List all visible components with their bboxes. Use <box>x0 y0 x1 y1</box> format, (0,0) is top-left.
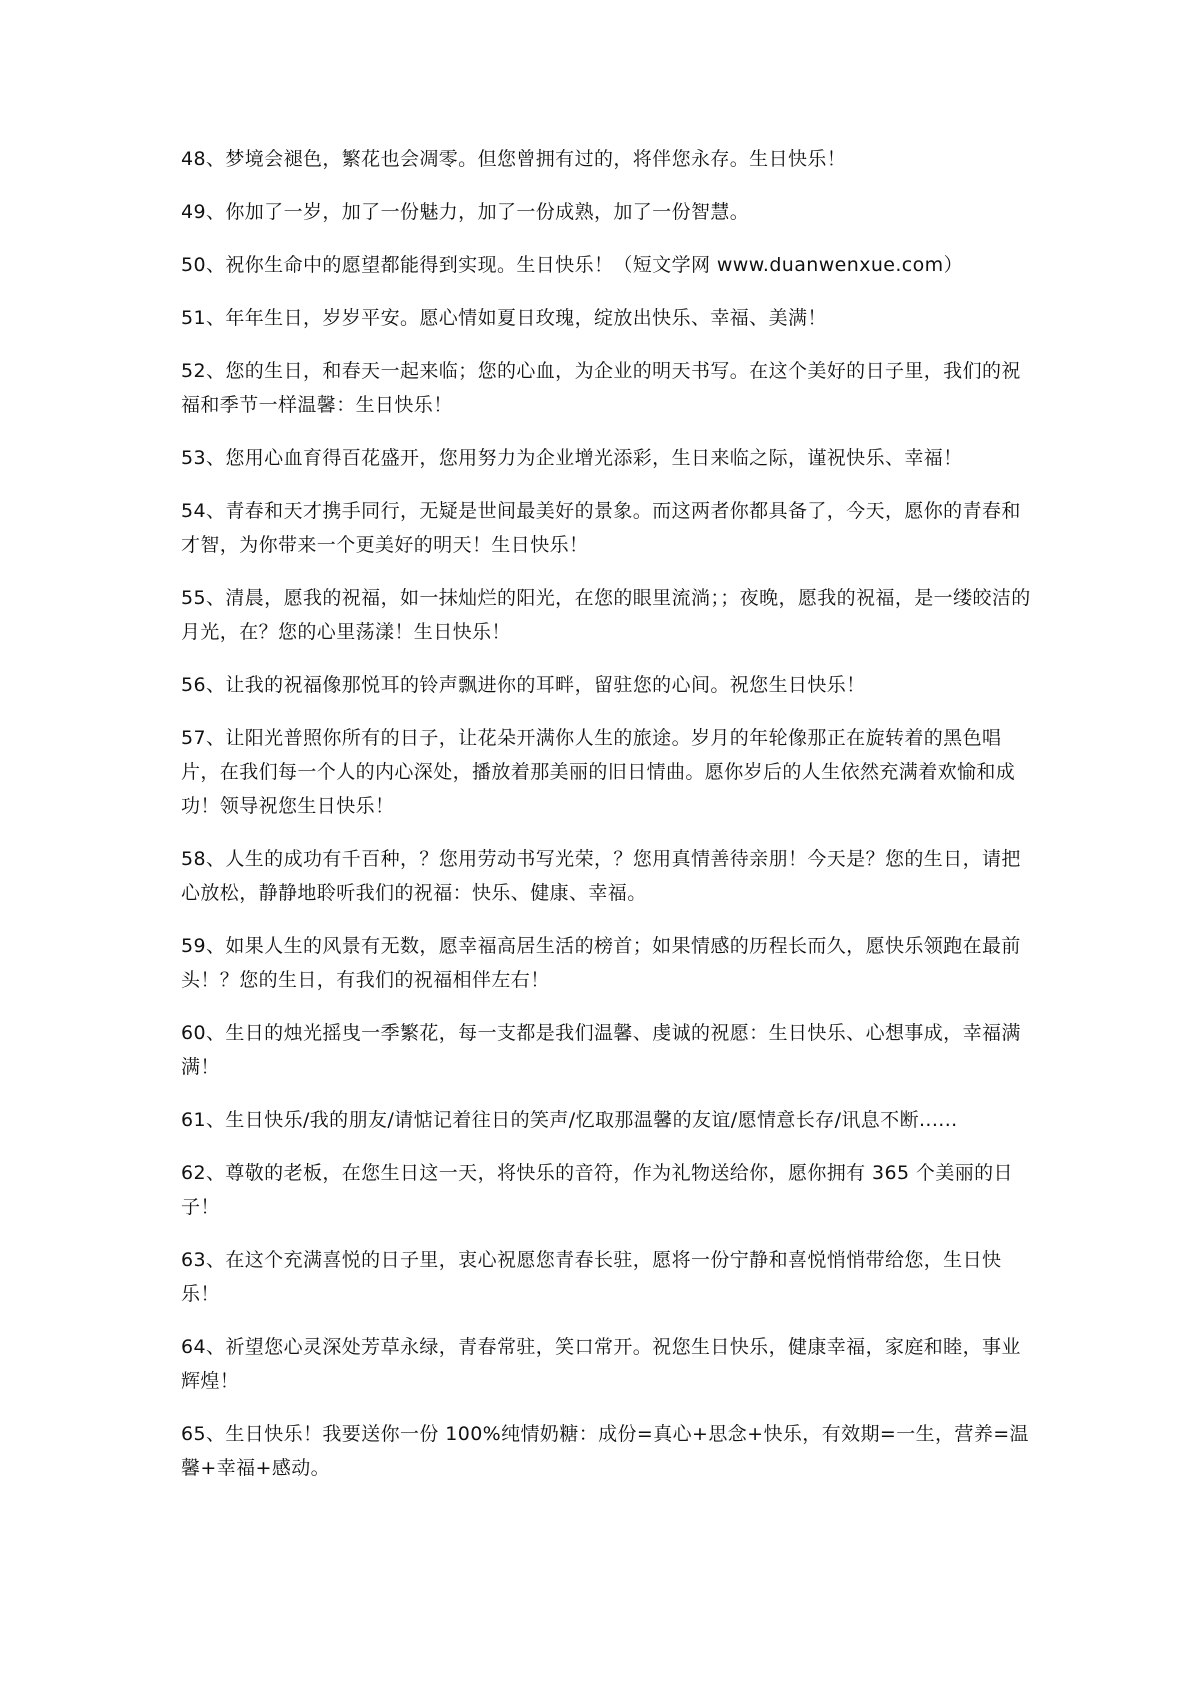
list-item-49: 49、你加了一岁，加了一份魅力，加了一份成熟，加了一份智慧。 <box>181 201 750 223</box>
list-item-59: 59、如果人生的风景有无数，愿幸福高居生活的榜首；如果情感的历程长而久，愿快乐领跑在最前头！？您的生日，有我们的祝福相伴左右！ <box>181 935 1021 991</box>
list-item-55: 55、清晨，愿我的祝福，如一抹灿烂的阳光，在您的眼里流淌；；夜晚，愿我的祝福，是一缕皎洁的月光，在？您的心里荡漾！生日快乐！ <box>181 587 1031 643</box>
list-item-60: 60、生日的烛光摇曳一季繁花，每一支都是我们温馨、虔诚的祝愿：生日快乐、心想事成，幸福满满！ <box>181 1022 1021 1078</box>
list-item-57: 57、让阳光普照你所有的日子，让花朵开满你人生的旅途。岁月的年轮像那正在旋转着的黑色唱片，在我们每一个人的内心深处，播放着那美丽的旧日情曲。愿你岁后的人生依然充满着欢愉和成功！领导祝您生日快乐！ <box>181 727 1016 817</box>
list-item-53: 53、您用心血育得百花盛开，您用努力为企业增光添彩，生日来临之际，谨祝快乐、幸福！ <box>181 447 963 469</box>
list-item-48: 48、梦境会褪色，繁花也会凋零。但您曾拥有过的，将伴您永存。生日快乐！ <box>181 148 847 170</box>
list-item-50: 50、祝你生命中的愿望都能得到实现。生日快乐！（短文学网 www.duanwenxue.com） <box>181 254 963 276</box>
list-item-61: 61、生日快乐/我的朋友/请惦记着往日的笑声/忆取那温馨的友谊/愿情意长存/讯息不断...... <box>181 1109 958 1131</box>
list-item-65: 65、生日快乐！我要送你一份 100%纯情奶糖：成份=真心+思念+快乐，有效期=一生，营养=温馨+幸福+感动。 <box>181 1423 1029 1479</box>
list-item-54: 54、青春和天才携手同行，无疑是世间最美好的景象。而这两者你都具备了，今天，愿你的青春和才智，为你带来一个更美好的明天！生日快乐！ <box>181 500 1021 556</box>
list-item-62: 62、尊敬的老板，在您生日这一天，将快乐的音符，作为礼物送给你，愿你拥有 365 个美丽的日子！ <box>181 1162 1013 1218</box>
wish-list <box>181 142 1031 1504</box>
list-item-51: 51、年年生日，岁岁平安。愿心情如夏日玫瑰，绽放出快乐、幸福、美满！ <box>181 307 827 329</box>
list-item-63: 63、在这个充满喜悦的日子里，衷心祝愿您青春长驻，愿将一份宁静和喜悦悄悄带给您，生日快乐！ <box>181 1249 1002 1305</box>
list-item-56: 56、让我的祝福像那悦耳的铃声飘进你的耳畔，留驻您的心间。祝您生日快乐！ <box>181 674 866 696</box>
list-item-52: 52、您的生日，和春天一起来临；您的心血，为企业的明天书写。在这个美好的日子里，我们的祝福和季节一样温馨：生日快乐！ <box>181 360 1021 416</box>
list-item-58: 58、人生的成功有千百种，？您用劳动书写光荣，？您用真情善待亲朋！今天是？您的生日，请把心放松，静静地聆听我们的祝福：快乐、健康、幸福。 <box>181 848 1021 904</box>
list-item-64: 64、祈望您心灵深处芳草永绿，青春常驻，笑口常开。祝您生日快乐，健康幸福，家庭和睦，事业辉煌！ <box>181 1336 1021 1392</box>
